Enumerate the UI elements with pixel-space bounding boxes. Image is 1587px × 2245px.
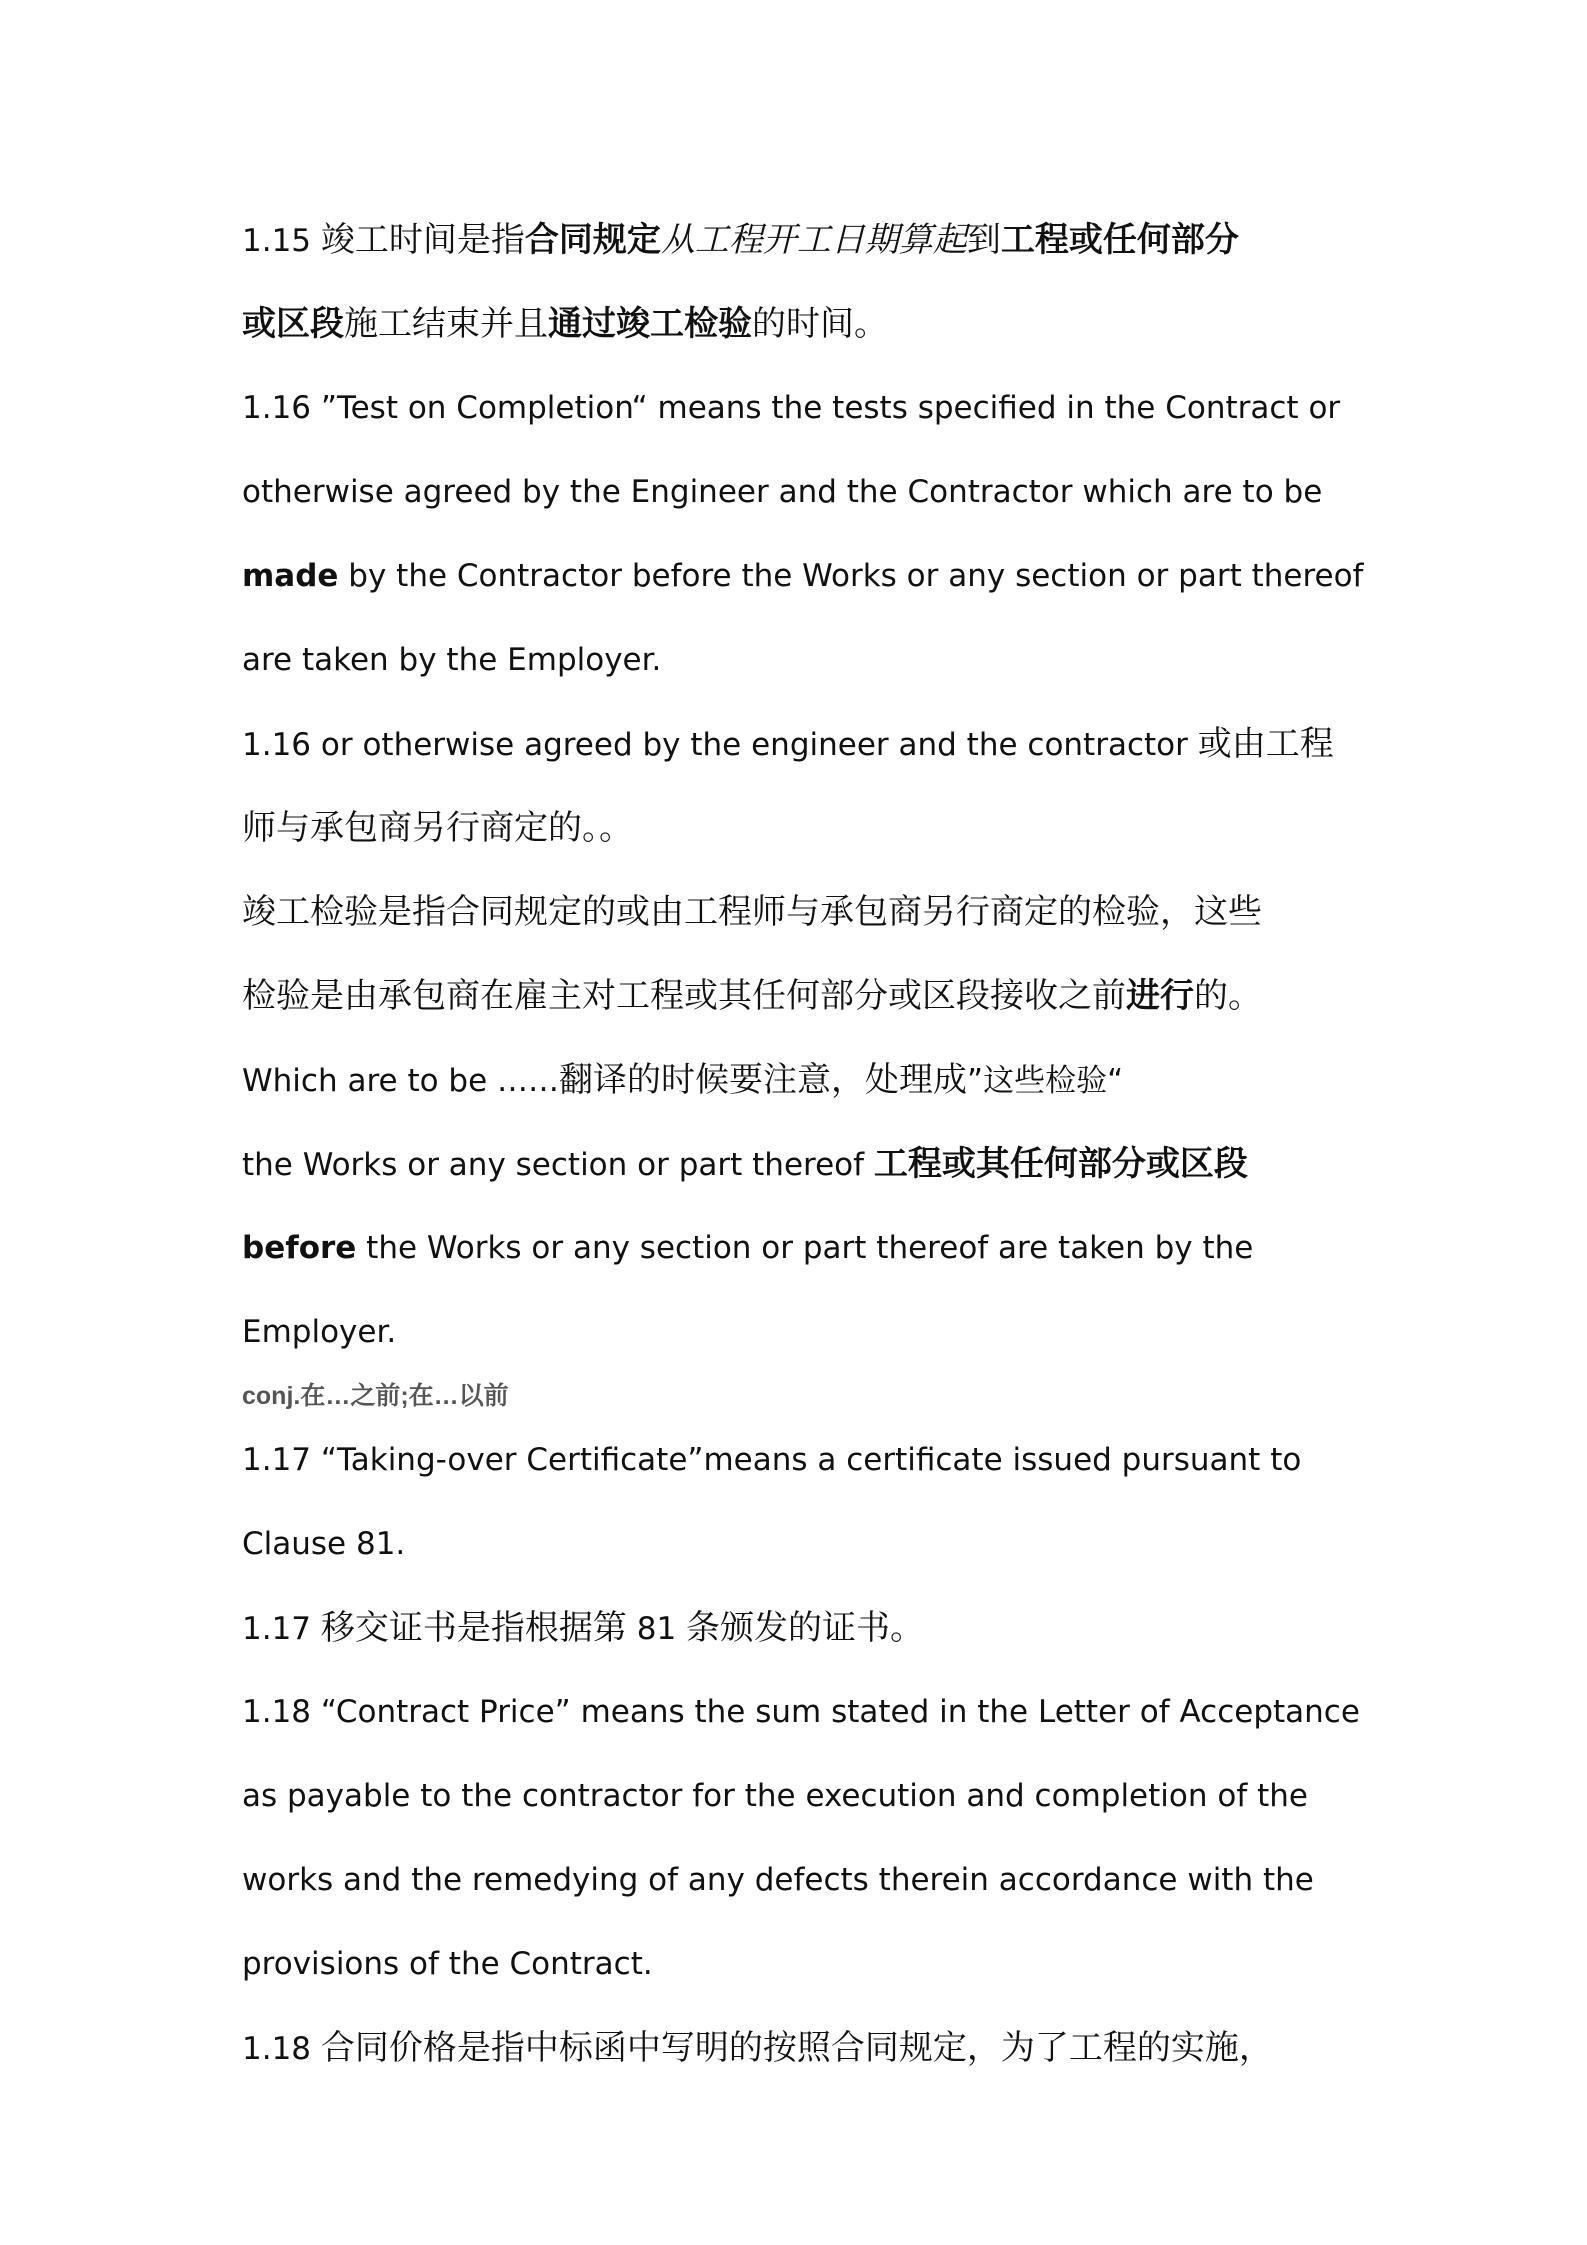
- text-segment: 通过竣工检验: [548, 304, 752, 344]
- text-segment: before: [242, 1230, 357, 1266]
- text-segment: 条颁发的证书。: [686, 1608, 925, 1648]
- text-line: [242, 1586, 1372, 1670]
- text-line: [242, 1122, 1372, 1206]
- text-segment: 的。: [1194, 976, 1262, 1016]
- document-body: [242, 198, 1372, 2090]
- text-segment: otherwise agreed by the Engineer and the Contractor which are to be: [242, 474, 1323, 510]
- text-line: [242, 282, 1372, 366]
- text-segment: works and the remedying of any defects therein accordance with the: [242, 1862, 1314, 1898]
- text-line: [242, 1038, 1372, 1122]
- text-segment: 工程或其任何部分或区段: [873, 1144, 1248, 1184]
- text-segment: 从工程开工日期算起: [660, 220, 967, 260]
- text-segment: 1.15: [242, 223, 321, 259]
- text-segment: 翻译的时候要注意，处理成: [559, 1060, 968, 1100]
- text-segment: 1.17: [242, 1611, 321, 1647]
- text-segment: ”这些检验“: [967, 1063, 1124, 1099]
- dictionary-note-line: [242, 1374, 1372, 1418]
- text-line: [242, 534, 1372, 618]
- text-segment: the Works or any section or part thereof are taken by the: [356, 1230, 1254, 1266]
- text-segment: 1.17 “Taking-over Certificate”means a certificate issued pursuant to: [242, 1442, 1302, 1478]
- text-line: [242, 366, 1372, 450]
- text-segment: 竣工时间是指: [320, 220, 525, 260]
- text-line: [242, 1922, 1372, 2006]
- text-segment: 竣工检验是指合同规定的或由工程师与承包商另行商定的检验，这些: [242, 892, 1262, 932]
- text-segment: made: [242, 558, 339, 594]
- text-segment: are taken by the Employer.: [242, 642, 662, 678]
- text-line: [242, 702, 1372, 786]
- text-segment: 工程或任何部分: [1000, 220, 1239, 260]
- text-segment: 师与承包商另行商定的。。: [242, 808, 633, 848]
- text-line: [242, 1502, 1372, 1586]
- text-segment: as payable to the contractor for the execution and completion of the: [242, 1778, 1308, 1814]
- text-segment: 或区段: [242, 304, 344, 344]
- text-segment: conj.在…之前;在…以前: [242, 1382, 509, 1410]
- text-line: [242, 450, 1372, 534]
- text-segment: 1.18: [242, 2031, 321, 2067]
- text-line: [242, 1838, 1372, 1922]
- text-segment: the Works or any section or part thereof: [242, 1147, 874, 1183]
- text-segment: 检验是由承包商在雇主对工程或其任何部分或区段接收之前: [242, 976, 1126, 1016]
- text-line: [242, 2006, 1372, 2090]
- text-segment: Which are to be ……: [242, 1063, 560, 1099]
- text-line: [242, 1670, 1372, 1754]
- text-line: [242, 870, 1372, 954]
- text-line: [242, 618, 1372, 702]
- text-line: [242, 198, 1372, 282]
- text-segment: Clause 81.: [242, 1526, 406, 1562]
- text-line: [242, 786, 1372, 870]
- text-segment: Employer.: [242, 1314, 397, 1350]
- text-segment: 1.16 or otherwise agreed by the engineer and the contractor: [242, 727, 1198, 763]
- text-segment: 施工结束并且: [344, 304, 548, 344]
- text-segment: 1.16 ”Test on Completion“ means the tests specified in the Contract or: [242, 390, 1341, 426]
- text-segment: 进行: [1126, 976, 1194, 1016]
- text-segment: 1.18 “Contract Price” means the sum stated in the Letter of Acceptance: [242, 1694, 1360, 1730]
- text-line: [242, 954, 1372, 1038]
- text-line: [242, 1754, 1372, 1838]
- text-segment: 到: [966, 220, 1001, 260]
- text-segment: 的时间。: [752, 304, 888, 344]
- text-segment: 或由工程: [1197, 724, 1334, 764]
- text-segment: 合同价格是指中标函中写明的按照合同规定，为了工程的实施，: [320, 2028, 1273, 2068]
- text-segment: 移交证书是指根据第: [320, 1608, 627, 1648]
- text-segment: 81: [626, 1611, 687, 1647]
- text-segment: by the Contractor before the Works or any section or part thereof: [338, 558, 1364, 594]
- text-line: [242, 1206, 1372, 1290]
- text-segment: provisions of the Contract.: [242, 1946, 653, 1982]
- text-line: [242, 1290, 1372, 1374]
- text-segment: 合同规定: [524, 220, 661, 260]
- text-line: [242, 1418, 1372, 1502]
